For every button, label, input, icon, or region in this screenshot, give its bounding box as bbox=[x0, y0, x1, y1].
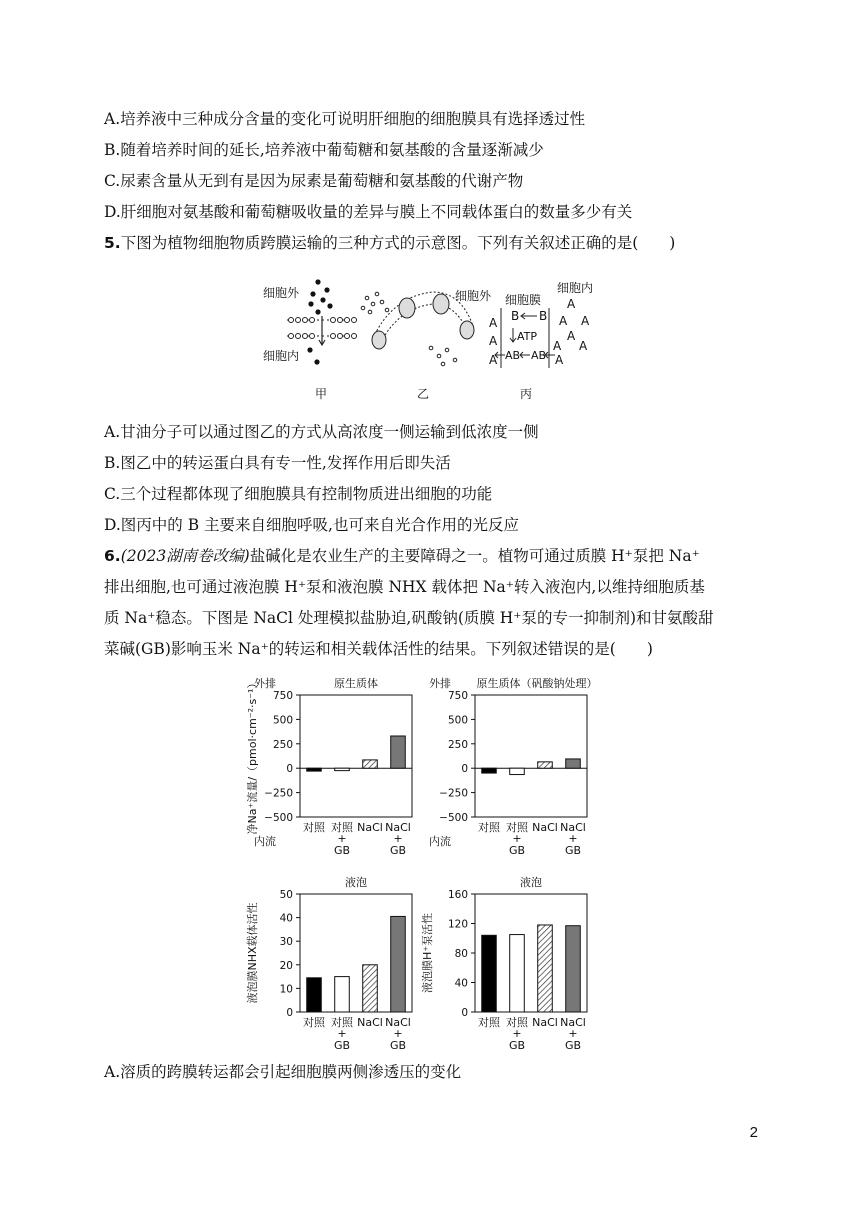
chart-2 bbox=[429, 676, 598, 857]
y-tick-label: 0 bbox=[461, 763, 468, 776]
bar-1 bbox=[307, 978, 322, 1012]
q6-stem-line-2: 排出细胞,也可通过液泡膜 H⁺泵和液泡膜 NHX 载体把 Na⁺转入液泡内,以维持细胞质基 bbox=[104, 578, 705, 596]
category-label: NaCl bbox=[385, 821, 411, 834]
bing-outside-label: 细胞外 bbox=[455, 289, 492, 303]
y-tick-label: 250 bbox=[447, 738, 468, 751]
q5-stem bbox=[104, 232, 675, 254]
svg-text:A: A bbox=[489, 353, 498, 367]
bing-b-left: B bbox=[511, 309, 520, 323]
q4-option-c: C.尿素含量从无到有是因为尿素是葡萄糖和氨基酸的代谢产物 bbox=[104, 172, 524, 190]
category-label-gb: GB bbox=[564, 844, 582, 857]
q4-option-d: D.肝细胞对氨基酸和葡萄糖吸收量的差异与膜上不同载体蛋白的数量多少有关 bbox=[104, 203, 633, 221]
svg-text:A: A bbox=[559, 314, 568, 328]
bar-3 bbox=[363, 965, 378, 1012]
svg-text:A: A bbox=[553, 339, 562, 353]
inflow-label: 内流 bbox=[254, 835, 276, 848]
category-plus: + bbox=[337, 1027, 347, 1040]
q6-stem-line-4: 菜碱(GB)影响玉米 Na⁺的转运和相关载体活性的结果。下列叙述错误的是( ) bbox=[104, 640, 653, 658]
category-label: NaCl bbox=[357, 821, 383, 834]
category-label-gb: GB bbox=[389, 1039, 407, 1052]
q6-stem-line-3: 质 Na⁺稳态。下图是 NaCl 处理模拟盐胁迫,矾酸钠(质膜 H⁺泵的专一抑制剂)和甘氨酸甜 bbox=[104, 609, 714, 627]
chart-title: 液泡 bbox=[345, 876, 367, 889]
category-plus: + bbox=[337, 832, 347, 845]
y-axis-label: 液泡膜H⁺泵活性 bbox=[421, 912, 434, 994]
q6-source: (2023湖南卷改编) bbox=[120, 547, 250, 565]
category-label: 对照 bbox=[506, 821, 528, 834]
bing-ab-2: AB bbox=[531, 349, 547, 362]
y-tick-label: 500 bbox=[447, 714, 468, 727]
q5-number: 5. bbox=[104, 234, 121, 252]
bar-1 bbox=[482, 768, 497, 773]
category-label-gb: GB bbox=[333, 844, 351, 857]
bar-4 bbox=[566, 926, 581, 1012]
category-label-gb: GB bbox=[389, 844, 407, 857]
chart-1 bbox=[245, 676, 412, 857]
bing-b-right: B bbox=[539, 309, 548, 323]
q4-option-a: A.培养液中三种成分含量的变化可说明肝细胞的细胞膜具有选择透过性 bbox=[104, 110, 586, 128]
chart-title: 原生质体 bbox=[334, 677, 378, 690]
bar-4 bbox=[566, 759, 581, 768]
category-label: NaCl bbox=[560, 821, 586, 834]
q6-option-a: A.溶质的跨膜转运都会引起细胞膜两侧渗透压的变化 bbox=[104, 1063, 462, 1081]
category-plus: + bbox=[512, 832, 522, 845]
bing-ab-1: AB bbox=[505, 349, 521, 362]
y-tick-label: −500 bbox=[264, 812, 293, 824]
y-tick-label: 750 bbox=[447, 690, 468, 702]
y-tick-label: 20 bbox=[279, 959, 293, 972]
bing-membrane-label: 细胞膜 bbox=[505, 293, 542, 307]
q4-option-b: B.随着培养时间的延长,培养液中葡萄糖和氨基酸的含量逐渐减少 bbox=[104, 141, 544, 159]
bing-inside-label: 细胞内 bbox=[557, 281, 594, 295]
q5-option-d: D.图丙中的 B 主要来自细胞呼吸,也可来自光合作用的光反应 bbox=[104, 516, 519, 534]
category-plus: + bbox=[568, 1027, 578, 1040]
chart-title: 液泡 bbox=[520, 876, 542, 889]
y-tick-label: −250 bbox=[439, 787, 468, 800]
y-tick-label: 30 bbox=[279, 936, 293, 949]
q6-charts bbox=[240, 670, 630, 1060]
bar-2 bbox=[335, 768, 350, 770]
q5-option-a: A.甘油分子可以通过图乙的方式从高浓度一侧运输到低浓度一侧 bbox=[104, 423, 539, 441]
bing-label: 丙 bbox=[520, 387, 533, 401]
y-tick-label: −500 bbox=[439, 812, 468, 824]
jia-label: 甲 bbox=[315, 387, 328, 401]
y-tick-label: 50 bbox=[279, 889, 293, 901]
q5-option-c: C.三个过程都体现了细胞膜具有控制物质进出细胞的功能 bbox=[104, 485, 493, 503]
svg-text:A: A bbox=[579, 339, 588, 353]
y-tick-label: 80 bbox=[454, 948, 468, 960]
y-axis-label: 液泡膜NHX载体活性 bbox=[246, 902, 259, 1004]
y-tick-label: 10 bbox=[279, 983, 293, 996]
bing-atp: ATP bbox=[517, 330, 538, 343]
category-label-gb: GB bbox=[508, 1039, 526, 1052]
y-tick-label: 750 bbox=[272, 690, 293, 702]
yi-label: 乙 bbox=[417, 387, 430, 401]
category-label: NaCl bbox=[532, 821, 558, 834]
plot-frame bbox=[475, 695, 587, 817]
bar-2 bbox=[510, 935, 525, 1012]
svg-text:A: A bbox=[489, 316, 498, 330]
category-label-gb: GB bbox=[564, 1039, 582, 1052]
jia-inside-label: 细胞内 bbox=[263, 349, 300, 363]
bar-2 bbox=[510, 768, 525, 774]
chart-3 bbox=[245, 875, 412, 1052]
y-tick-label: 0 bbox=[286, 763, 293, 776]
svg-text:A: A bbox=[489, 334, 498, 348]
y-tick-label: 40 bbox=[279, 912, 293, 925]
svg-text:A: A bbox=[567, 329, 576, 343]
q5-stem-text: 下图为植物细胞物质跨膜运输的三种方式的示意图。下列有关叙述正确的是( ) bbox=[120, 234, 676, 252]
bar-1 bbox=[482, 935, 497, 1012]
q6-stem-line-1 bbox=[104, 545, 700, 567]
q5-option-b: B.图乙中的转运蛋白具有专一性,发挥作用后即失活 bbox=[104, 454, 451, 472]
category-label: 对照 bbox=[303, 821, 325, 834]
category-plus: + bbox=[512, 1027, 522, 1040]
svg-text:A: A bbox=[555, 353, 564, 367]
category-label: 对照 bbox=[478, 821, 500, 834]
bar-3 bbox=[538, 925, 553, 1012]
y-tick-label: 40 bbox=[454, 977, 468, 990]
category-plus: + bbox=[393, 832, 403, 845]
category-label: 对照 bbox=[331, 1016, 353, 1029]
page-number: 2 bbox=[749, 1124, 758, 1141]
y-axis-label: 净Na⁺流量/（pmol·cm⁻²·s⁻¹） bbox=[246, 677, 259, 835]
q5-membrane-transport-figure bbox=[255, 270, 615, 410]
category-plus: + bbox=[393, 1027, 403, 1040]
category-label: NaCl bbox=[357, 1016, 383, 1029]
category-label: 对照 bbox=[478, 1016, 500, 1029]
y-tick-label: 250 bbox=[272, 738, 293, 751]
category-label: 对照 bbox=[506, 1016, 528, 1029]
outflow-label: 外排 bbox=[254, 677, 276, 690]
q6-number: 6. bbox=[104, 547, 121, 565]
y-tick-label: 0 bbox=[286, 1007, 293, 1019]
y-tick-label: 500 bbox=[272, 714, 293, 727]
category-label: NaCl bbox=[385, 1016, 411, 1029]
y-tick-label: 120 bbox=[447, 918, 468, 931]
category-label: 对照 bbox=[303, 1016, 325, 1029]
outflow-label: 外排 bbox=[429, 677, 451, 690]
bar-4 bbox=[391, 736, 406, 768]
yi-carrier-diagram bbox=[361, 292, 474, 366]
bar-2 bbox=[335, 977, 350, 1012]
svg-text:A: A bbox=[581, 314, 590, 328]
q6-stem-text-1: 盐碱化是农业生产的主要障碍之一。植物可通过质膜 H⁺泵把 Na⁺ bbox=[249, 547, 700, 565]
bar-3 bbox=[538, 762, 553, 768]
bar-4 bbox=[391, 916, 406, 1012]
chart-4 bbox=[420, 875, 587, 1052]
jia-bilayer bbox=[287, 316, 357, 345]
chart-title: 原生质体（矾酸钠处理） bbox=[476, 677, 598, 690]
y-tick-label: −250 bbox=[264, 787, 293, 800]
svg-text:A: A bbox=[567, 297, 576, 311]
category-label: 对照 bbox=[331, 821, 353, 834]
category-label-gb: GB bbox=[333, 1039, 351, 1052]
y-tick-label: 160 bbox=[447, 889, 468, 901]
bar-1 bbox=[307, 768, 322, 771]
bar-3 bbox=[363, 760, 378, 768]
y-tick-label: 0 bbox=[461, 1007, 468, 1019]
category-label: NaCl bbox=[532, 1016, 558, 1029]
inflow-label: 内流 bbox=[429, 835, 451, 848]
jia-outside-label: 细胞外 bbox=[263, 286, 300, 300]
category-label: NaCl bbox=[560, 1016, 586, 1029]
category-plus: + bbox=[568, 832, 578, 845]
category-label-gb: GB bbox=[508, 844, 526, 857]
